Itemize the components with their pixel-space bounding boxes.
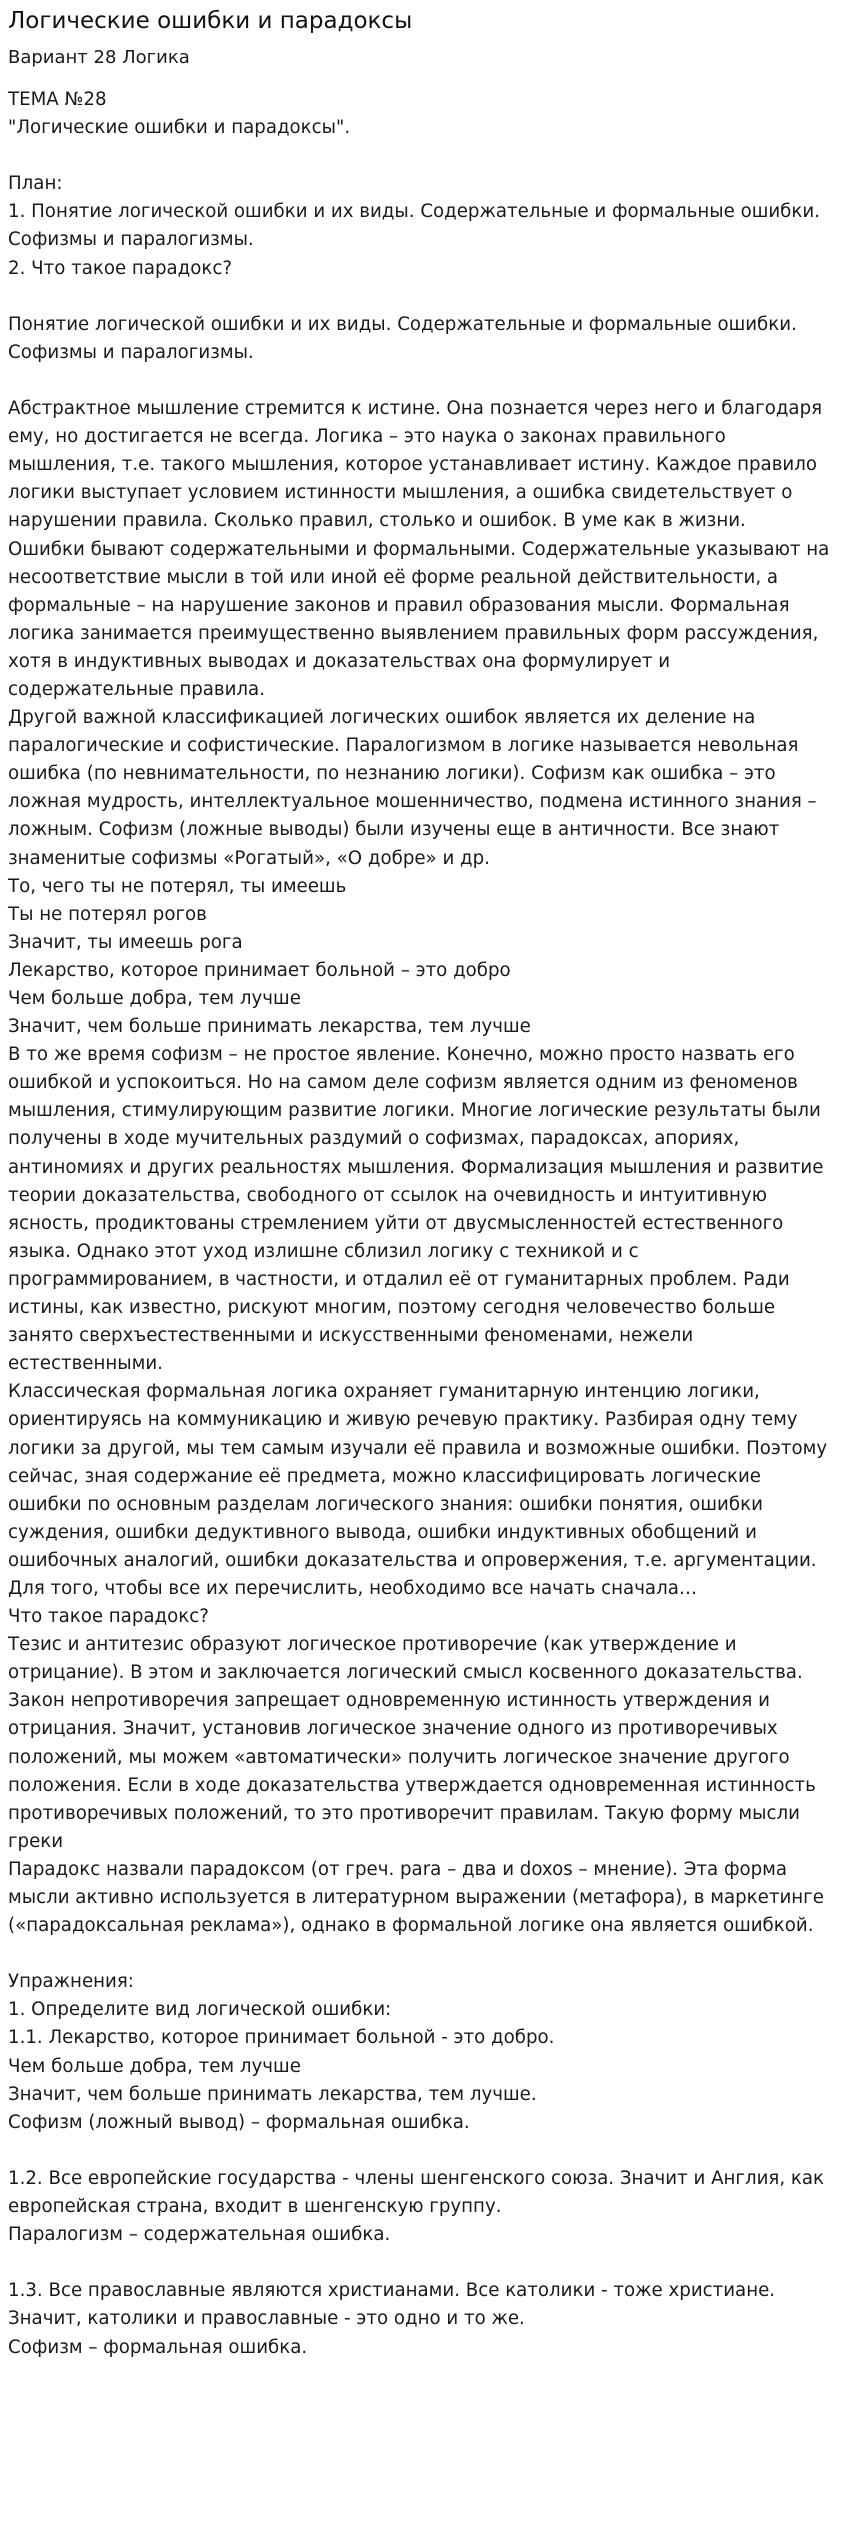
document-body: ТЕМА №28 "Логические ошибки и парадоксы". План: 1. Понятие логической ошибки и их виды. Содержательные и формальные ошибки. Софизмы и паралогизмы. 2. Что такое парадокс? Понятие логической ошибки и их виды. Содержательные и формальные ошибки. Софизмы и паралогизмы. Абстрактное мышление стремится к истине. Она познается через него и благодаря ему, но достигается не всегда. Логика – это наука о законах правильного мышления, т.е. такого мышления, которое устанавливает истину. Каждое правило логики выступает условием истинности мышления, а ошибка свидетельствует о нарушении правила. Сколько правил, столько и ошибок. В уме как в жизни. Ошибки бывают содержательными и формальными. Содержательные указывают на несоответствие мысли в той или иной её форме реальной действительности, а формальные – на нарушение законов и правил образования мысли. Формальная логика занимается преимущественно выявлением правильных форм рассуждения, хотя в индуктивных выводах и доказательствах она формулирует и содержательные правила. Другой важной классификацией логических ошибок является их деление на паралогические и софистические. Паралогизмом в логике называется невольная ошибка (по невнимательности, по незнанию логики). Софизм как ошибка – это ложная мудрость, интеллектуальное мошенничество, подмена истинного знания – ложным. Софизм (ложные выводы) были изучены еще в античности. Все знают знаменитые софизмы «Рогатый», «О добре» и др. То, чего ты не потерял, ты имеешь Ты не потерял рогов Значит, ты имеешь рога Лекарство, которое принимает больной – это добро Чем больше добра, тем лучше Значит, чем больше принимать лекарства, тем лучше В то же время софизм – не простое явление. Конечно, можно просто назвать его ошибкой и успокоиться. Но на самом деле софизм является одним из феноменов мышления, стимулирующим развитие логики. Многие логические результаты были получены в ходе мучительных раздумий о софизмах, парадоксах, апориях, антиномиях и других реальностях мышления. Формализация мышления и развитие теории доказательства, свободного от ссылок на очевидность и интуитивную ясность, продиктованы стремлением уйти от двусмысленностей естественного языка. Однако этот уход излишне сблизил логику с техникой и с программированием, в частности, и отдалил её от гуманитарных проблем. Ради истины, как известно, рискуют многим, поэтому сегодня человечество больше занято сверхъестественными и искусственными феноменами, нежели естественными. Классическая формальная логика охраняет гуманитарную интенцию логики, ориентируясь на коммуникацию и живую речевую практику. Разбирая одну тему логики за другой, мы тем самым изучали её правила и возможные ошибки. Поэтому сейчас, зная содержание её предмета, можно классифицировать логические ошибки по основным разделам логического знания: ошибки понятия, ошибки суждения, ошибки дедуктивного вывода, ошибки индуктивных обобщений и ошибочных аналогий, ошибки доказательства и опровержения, т.е. аргументации. Для того, чтобы все их перечислить, необходимо все начать сначала… Что такое парадокс? Тезис и антитезис образуют логическое противоречие (как утверждение и отрицание). В этом и заключается логический смысл косвенного доказательства. Закон непротиворечия запрещает одновременную истинность утверждения и отрицания. Значит, установив логическое значение одного из противоречивых положений, мы можем «автоматически» получить логическое значение другого положения. Если в ходе доказательства утверждается одновременная истинность противоречивых положений, то это противоречит правилам. Такую форму мысли греки Парадокс назвали парадоксом (от греч. para – два и doxos – мнение). Эта форма мысли активно используется в литературном выражении (метафора), в маркетинге («парадоксальная реклама»), однако в формальной логике она является ошибкой. Упражнения: 1. Определите вид логической ошибки: 1.1. Лекарство, которое принимает больной - это добро. Чем больше добра, тем лучше Значит, чем больше принимать лекарства, тем лучше. Софизм (ложный вывод) – формальная ошибка. 1.2. Все европейские государства - члены шенгенского союза. Значит и Англия, как европейская страна, входит в шенгенскую группу. Паралогизм – содержательная ошибка. 1.3. Все православные являются христианами. Все католики - тоже христиане. Значит, католики и православные - это одно и то же. Софизм – формальная ошибка.	[8, 89, 830, 2358]
document-subtitle: Вариант 28 Логика	[8, 47, 190, 68]
page-title: Логические ошибки и парадоксы	[8, 8, 413, 34]
